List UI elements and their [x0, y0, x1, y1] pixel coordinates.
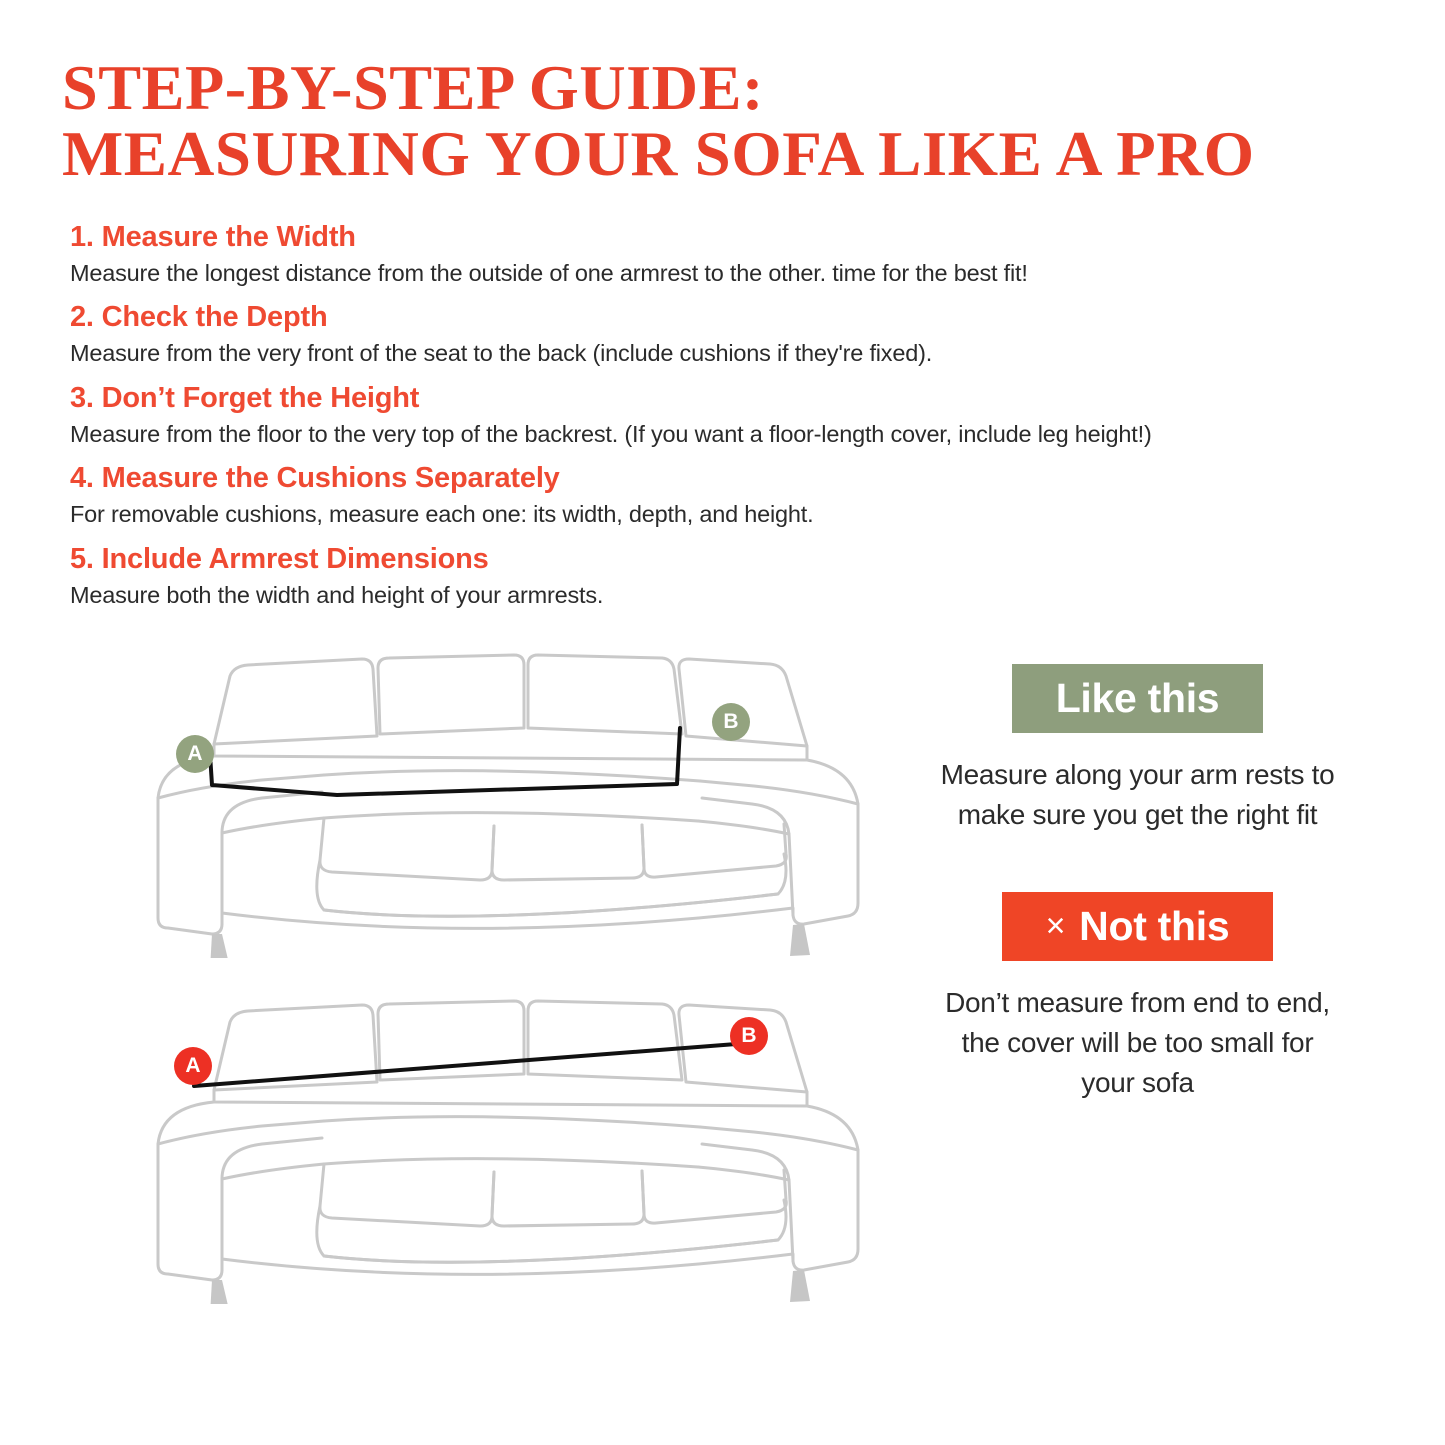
like-this-banner	[1012, 664, 1264, 733]
step-item	[62, 543, 1383, 610]
step-heading: 5. Include Armrest Dimensions	[70, 542, 489, 575]
measure-line-correct	[202, 728, 680, 795]
x-icon: ×	[1045, 906, 1066, 945]
like-this-label: Like this	[1055, 674, 1220, 721]
step-heading: 4. Measure the Cushions Separately	[70, 462, 560, 495]
page-title-line-2: MEASURING YOUR SOFA LIKE A PRO	[62, 118, 1255, 189]
step-description: Measure both the width and height of your armrests.	[70, 581, 604, 608]
note-good	[892, 664, 1383, 835]
sofa-illustration-icon	[62, 974, 892, 1304]
point-a-badge: A	[176, 735, 214, 773]
point-b-badge: B	[712, 703, 750, 741]
not-this-label: Not this	[1079, 903, 1230, 950]
step-description: Measure from the floor to the very top of the backrest. (If you want a floor-length cover, include leg height!)	[70, 420, 1152, 447]
step-item	[62, 221, 1383, 288]
sofa-illustrations	[62, 628, 892, 1320]
step-description: For removable cushions, measure each one: its width, depth, and height.	[70, 501, 814, 528]
sofa-diagram-correct	[62, 628, 892, 958]
point-a-badge: A	[174, 1047, 212, 1085]
note-bad	[892, 892, 1383, 1102]
step-item	[62, 301, 1383, 368]
point-b-badge: B	[730, 1017, 768, 1055]
title-block	[62, 0, 1383, 187]
step-heading: 1. Measure the Width	[70, 221, 356, 254]
sofa-diagram-incorrect	[62, 974, 892, 1304]
page-title-line-1: STEP-BY-STEP GUIDE:	[62, 53, 764, 123]
steps-list	[62, 221, 1383, 610]
step-item	[62, 382, 1383, 449]
step-description: Measure the longest distance from the outside of one armrest to the other. time for the best fit!	[70, 260, 1028, 287]
step-heading: 3. Don’t Forget the Height	[70, 381, 420, 414]
not-this-text: Don’t measure from end to end, the cover will be too small for your sofa	[945, 987, 1330, 1098]
notes-column	[892, 628, 1383, 1320]
comparison-section	[62, 628, 1383, 1320]
step-description: Measure from the very front of the seat to the back (include cushions if they're fixed).	[70, 340, 933, 367]
not-this-banner	[1002, 892, 1274, 961]
like-this-text: Measure along your arm rests to make sure you get the right fit	[940, 758, 1335, 830]
step-item	[62, 462, 1383, 529]
step-heading: 2. Check the Depth	[70, 301, 328, 334]
sofa-illustration-icon	[62, 628, 892, 958]
